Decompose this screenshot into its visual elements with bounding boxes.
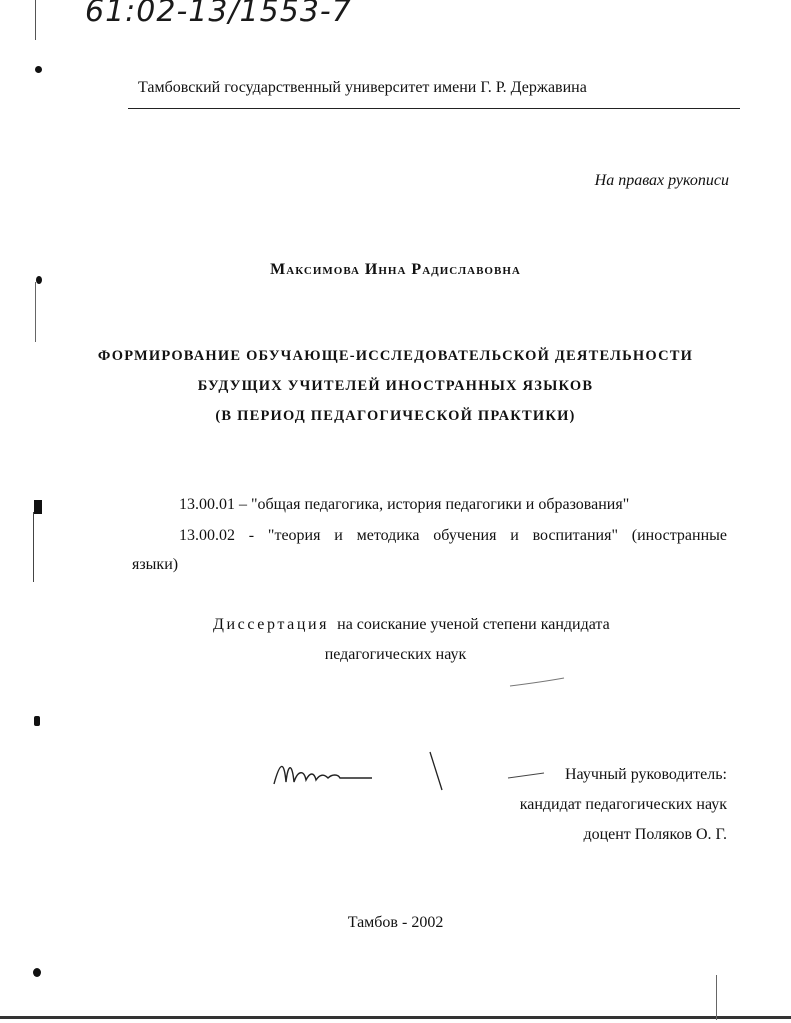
dissertation-word: Диссертация [213, 616, 330, 633]
dissertation-line-2: педагогических наук [324, 646, 467, 663]
signature [268, 752, 378, 792]
city-year: Тамбов - 2002 [347, 914, 444, 931]
title-line-2: БУДУЩИХ УЧИТЕЛЕЙ ИНОСТРАННЫХ ЯЗЫКОВ [197, 378, 594, 394]
specialty-2: 13.00.02 - "теория и методика обучения и воспитания" (иностранные [179, 527, 727, 544]
title-line-3: (В ПЕРИОД ПЕДАГОГИЧЕСКОЙ ПРАКТИКИ) [215, 408, 576, 424]
university-name: Тамбовский государственный университет имени Г. Р. Державина [138, 79, 587, 96]
supervisor-degree: кандидат педагогических наук [519, 796, 727, 813]
archive-number: 61:02-13/1553-7 [85, 0, 352, 29]
specialty-1: 13.00.01 – "общая педагогика, история педагогики и образования" [179, 496, 630, 513]
header-divider [128, 108, 740, 109]
pen-stroke [428, 750, 448, 794]
scan-mark [33, 512, 34, 582]
specialty-2-continuation: языки) [132, 556, 179, 573]
scan-mark [35, 282, 36, 342]
scan-mark [34, 500, 42, 514]
scan-mark [34, 716, 40, 726]
manuscript-status: На правах рукописи [594, 172, 729, 189]
title-line-1: ФОРМИРОВАНИЕ ОБУЧАЮЩЕ-ИССЛЕДОВАТЕЛЬСКОЙ ДЕЯТЕЛЬНОСТИ [97, 348, 694, 364]
scan-mark [35, 66, 42, 73]
pen-stroke [506, 770, 546, 780]
supervisor-name: доцент Поляков О. Г. [583, 826, 727, 843]
pen-stroke [508, 676, 568, 690]
scan-mark [716, 975, 717, 1020]
author-name: Максимова Инна Радиславовна [270, 261, 521, 278]
scan-mark [0, 1016, 791, 1019]
supervisor-label: Научный руководитель: [564, 766, 727, 783]
dissertation-line-1 [213, 616, 610, 634]
scan-mark [33, 968, 41, 977]
scan-mark [35, 0, 36, 40]
dissertation-rest: на соискание ученой степени кандидата [337, 616, 610, 633]
